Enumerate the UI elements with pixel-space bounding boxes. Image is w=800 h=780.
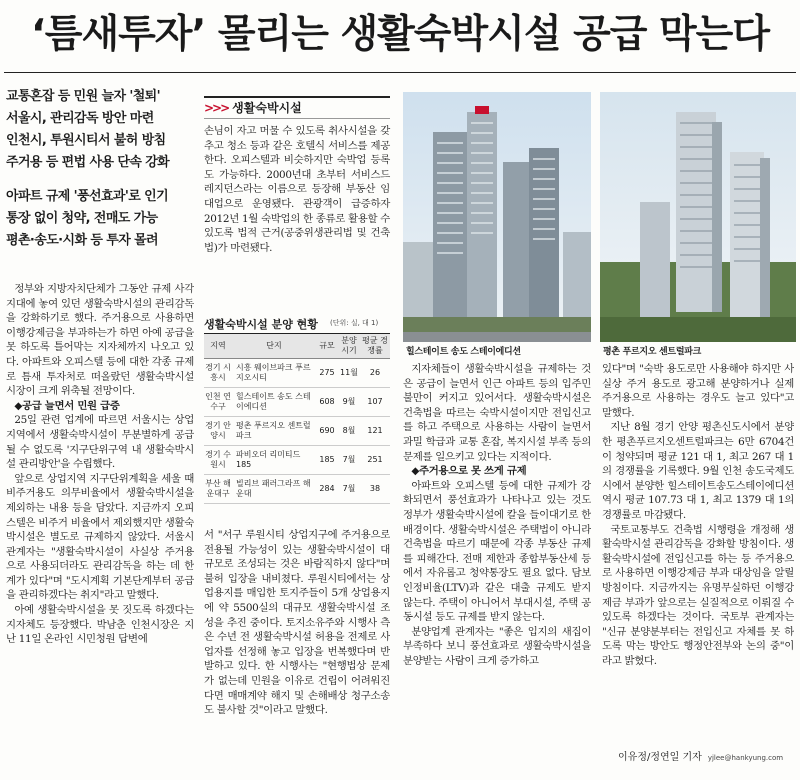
paragraph: 지자체들이 생활숙박시설을 규제하는 것은 공급이 늘면서 인근 아파트 등의 입주민 불만이 커지고 있어서다. 생활숙박시설은 건축법을 따르는 숙박시설이지만 전입신고를 하고 주택으로 사용하는 사람이 늘면서 과밀 학급과 교통 혼잡, 복지시설 부족 등의 문제를 일으키고 있다는 지적이다.	[403, 363, 591, 463]
table-cell: 평촌 푸르지오 센트럴파크	[232, 417, 316, 446]
table-row	[204, 446, 390, 475]
table-cell: 11월	[338, 359, 360, 388]
photo-pyeongchon-prugio	[600, 92, 796, 342]
table-cell: 경기 안양시	[204, 417, 232, 446]
paragraph: 분양업계 관계자는 "좋은 입지의 새집이 부족하다 보니 풍선효과로 생활숙박시설을 분양받는 사람이 크게 증가하고	[403, 625, 591, 667]
paragraph: 지난 8월 경기 안양 평촌신도시에서 분양한 평촌푸르지오센트럴파크는 6만 6704건이 청약되며 평균 121 대 1, 최고 267 대 1의 경쟁률을 기록했다. 9월 인천 송도국제도시에서 분양한 힐스테이트송도스테이에디션 역시 평균 107.73 대 1, 최고 1379 대 1의 경쟁률로 마감됐다.	[602, 421, 794, 521]
table-cell: 275	[316, 359, 338, 388]
table-unit: (단위: 실, 대 1)	[330, 319, 379, 327]
table-cell: 시흥 웨이브파크 푸르지오시티	[232, 359, 316, 388]
headline-rule	[4, 72, 796, 73]
byline	[618, 748, 783, 763]
section-subhead: ◆공급 늘면서 민원 급증	[14, 399, 120, 412]
photo-caption: 힐스테이트 송도 스테이에디션	[406, 347, 521, 357]
headline: ‘틈새투자’ 몰리는 생활숙박시설 공급 막는다	[30, 12, 770, 57]
table-cell: 26	[360, 359, 390, 388]
table-cell: 251	[360, 446, 390, 475]
table-header: 지역	[204, 334, 232, 359]
table-row	[204, 475, 390, 504]
paragraph: 25일 관련 업계에 따르면 서울시는 상업지역에서 생활숙박시설이 무분별하게 공급될 수 없도록 '지구단위구역 내 생활숙박시설 관리방안'을 수립했다.	[6, 414, 194, 471]
table-cell: 8월	[338, 417, 360, 446]
table-cell: 608	[316, 388, 338, 417]
table-cell: 빌리브 패러그라프 해운대	[232, 475, 316, 504]
table-cell: 파비오더 리미티드 185	[232, 446, 316, 475]
reporter-email: yjlee@hankyung.com	[707, 754, 784, 762]
table-cell: 690	[316, 417, 338, 446]
table-header: 단지	[232, 334, 316, 359]
table-cell: 힐스테이트 송도 스테이에디션	[232, 388, 316, 417]
paragraph: 서 "서구 루원시티 상업지구에 주거용으로 전용될 가능성이 있는 생활숙박시설이 대규모로 조성되는 것은 바람직하지 않다"며 불허 입장을 내비쳤다. 루원시티에서는 상업용지를 매입한 토지주들이 5개 상업용지에 약 5500실의 대규모 생활숙박시설 조성을 추진 중이다. 토지소유주와 시행사 측은 수년 전 생활숙박시설 허용을 전제로 사업자를 선정해 놓고 입장을 번복했다며 반발하고 있다. 한 시행사는 "현행법상 문제가 없는데 민원을 이유로 건립이 어려워진다면 매매계약 해지 및 손해배상 청구소송도 불사할 것"이라고 말했다.	[204, 529, 390, 717]
sub-headline: 통장 없이 청약, 전매도 가능	[6, 211, 158, 226]
paragraph: 아예 생활숙박시설을 못 짓도록 하겠다는 지자체도 등장했다. 박남춘 인천시장은 지난 11일 온라인 시민청원 답변에	[6, 604, 194, 646]
table-cell: 185	[316, 446, 338, 475]
sub-headlines	[6, 86, 196, 252]
sub-headline: 교통혼잡 등 민원 늘자 '철퇴'	[6, 89, 161, 104]
paragraph: 아파트와 오피스텔 등에 대한 규제가 강화되면서 풍선효과가 나타나고 있는 것도 정부가 생활숙박시설에 칼을 들이대기로 한 배경이다. 생활숙박시설은 주택법이 아니라 건축법을 따르기 때문에 각종 부동산 규제를 피해간다. 전매 제한과 종합부동산세 등에서 자유롭고 청약통장도 필요 없다. 담보인정비율(LTV)과 같은 대출 규제도 받지 않는다. 주택이 아니어서 부대시설, 주택 공동시설 등도 규제를 받지 않는다.	[403, 479, 591, 624]
sub-headline: 아파트 규제 '풍선효과'로 인기	[6, 189, 169, 204]
explainer-box-body: 손님이 자고 머물 수 있도록 취사시설을 갖추고 청소 등과 같은 호텔식 서비스를 제공한다. 오피스텔과 비슷하지만 숙박업 등록도 가능하다. 2000년대 초부터 서비스드레지던스라는 이름으로 등장해 부동산 임대업으로 운영됐다. 관광객이 급증하자 2012년 1월 숙박업의 한 종류로 활용할 수 있도록 법적 근거(공중위생관리법 및 건축법)가 마련됐다.	[204, 125, 390, 254]
table-cell: 경기 수원시	[204, 446, 232, 475]
table-cell: 284	[316, 475, 338, 504]
article-column-4	[602, 362, 794, 746]
table-cell: 7월	[338, 475, 360, 504]
table-cell: 인천 연수구	[204, 388, 232, 417]
sub-headline: 서울시, 관리감독 방안 마련	[6, 111, 154, 126]
table-title: 생활숙박시설 분양 현황	[204, 318, 318, 331]
table-cell: 경기 시흥시	[204, 359, 232, 388]
arrows-icon: >>>	[204, 101, 229, 115]
table-cell: 9월	[338, 388, 360, 417]
article-column-3	[403, 362, 591, 776]
sub-headline: 인천시, 투원시티서 불허 방침	[6, 133, 166, 148]
paragraph: 국토교통부도 건축법 시행령을 개정해 생활숙박시설 관리감독을 강화할 방침이다. 생활숙박시설에 전입신고를 하는 등 주거용으로 사용하면 이행강제금 부과 대상임을 알릴 방침이다. 지금까지는 유명무실하던 이행강제금 부과가 앞으로는 실질적으로 이뤄질 수 있도록 하겠다는 것이다. 국토부 관계자는 "신규 분양분부터는 전입신고 자체를 못 하도록 막는 방안도 행정안전부와 논의 중"이라고 밝혔다.	[602, 523, 794, 667]
table-header: 분양 시기	[338, 334, 360, 359]
paragraph: 있다"며 "숙박 용도로만 사용해야 하지만 사실상 주거 용도로 광고해 분양하거나 실제 주거용으로 사용하는 경우도 늘고 있다"고 말했다.	[602, 363, 794, 419]
photo-hillstate-songdo	[403, 92, 591, 342]
table-cell: 38	[360, 475, 390, 504]
table-cell: 부산 해운대구	[204, 475, 232, 504]
reporter-names: 이유정/정연일 기자	[618, 752, 702, 763]
table-header-row	[204, 334, 390, 359]
explainer-title-text: 생활숙박시설	[232, 101, 302, 115]
table-cell: 107	[360, 388, 390, 417]
supply-table	[204, 333, 390, 504]
paragraph: 정부와 지방자치단체가 그동안 규제 사각지대에 놓여 있던 생활숙박시설의 관리감독을 강화하기로 했다. 주거용으로 사용하면 이행강제금을 부과하는가 하면 아예 공급을 못 하도록 틀어막는 지자체까지 나오고 있다. 아파트와 오피스텔 등에 대한 각종 규제로 틈새 투자처로 떠올랐던 생활숙박시설 시장이 크게 위축될 전망이다.	[6, 283, 194, 398]
sub-headline: 주거용 등 편법 사용 단속 강화	[6, 155, 170, 170]
article-column-2	[204, 528, 390, 776]
building-illustration	[600, 92, 796, 342]
sub-headline: 평촌·송도·시화 등 투자 몰려	[6, 233, 158, 248]
table-row	[204, 417, 390, 446]
explainer-box-title	[204, 96, 390, 119]
table-header: 평균 경쟁률	[360, 334, 390, 359]
table-row	[204, 388, 390, 417]
section-subhead: ◆주거용으로 못 쓰게 규제	[411, 465, 527, 478]
building-illustration	[403, 92, 591, 342]
table-header: 규모	[316, 334, 338, 359]
table-cell: 121	[360, 417, 390, 446]
paragraph: 앞으로 상업지역 지구단위계획을 세울 때 비주거용도 의무비율에서 생활숙박시설을 제외하는 내용 등을 담았다. 지금까지 오피스텔은 비주거 비율에서 제외했지만 생활숙박시설은 별도로 규제하지 않았다. 서울시 관계자는 "생활숙박시설이 사실상 주거용으로 사용되더라도 관리감독을 하는 데 한계가 있다"며 "도시계획 기본단계부터 공급을 관리하겠다는 취지"라고 말했다.	[6, 472, 194, 602]
table-row	[204, 359, 390, 388]
table-cell: 7월	[338, 446, 360, 475]
article-column-1	[6, 282, 194, 776]
photo-caption: 평촌 푸르지오 센트럴파크	[603, 347, 702, 357]
